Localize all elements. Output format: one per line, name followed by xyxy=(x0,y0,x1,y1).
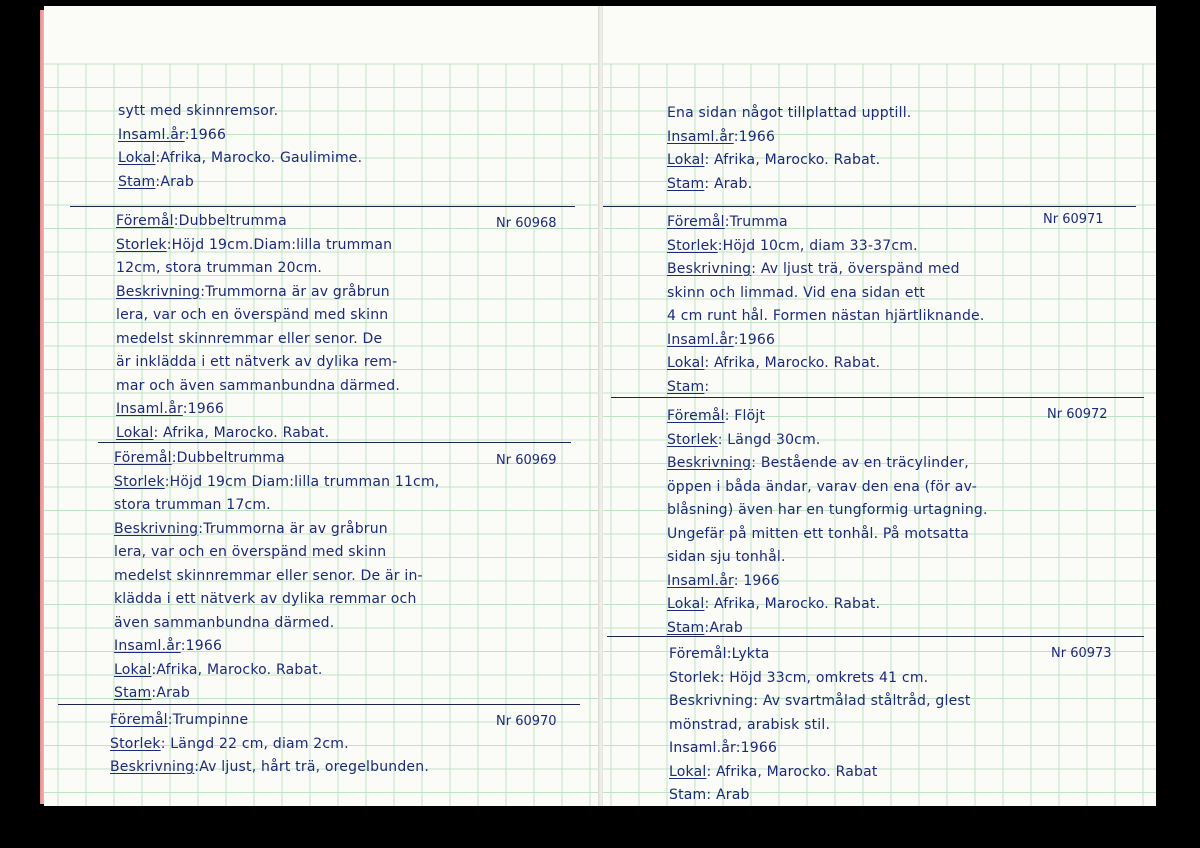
description-line: skinn och limmad. Vid ena sidan ett xyxy=(667,284,926,301)
foremal-value: : Flöjt xyxy=(724,408,766,424)
catalog-number: Nr 60968 xyxy=(496,216,557,231)
storlek-line xyxy=(667,235,985,259)
stam-label: Stam xyxy=(667,378,705,395)
insaml-line xyxy=(667,126,911,150)
storlek-value: :Höjd 19cm Diam:lilla trumman 11cm, xyxy=(164,473,440,490)
insaml-value: :1966 xyxy=(733,128,776,145)
foremal-line xyxy=(669,643,971,667)
stam-value: : Arab. xyxy=(704,175,753,192)
beskrivning-label: Beskrivning xyxy=(667,455,752,471)
storlek-label: Storlek xyxy=(667,431,718,448)
lokal-label: Lokal xyxy=(667,152,705,168)
left-page xyxy=(44,6,600,806)
entry-divider xyxy=(603,206,1136,207)
insaml-line xyxy=(667,329,985,353)
continuation-line: sytt med skinnremsor. xyxy=(118,103,279,119)
insaml-line xyxy=(669,737,971,761)
insaml-value: :1966 xyxy=(733,331,776,348)
beskrivning-label: Beskrivning xyxy=(116,283,201,300)
lokal-line xyxy=(667,352,985,376)
lokal-value: :Afrika, Marocko. Rabat. xyxy=(151,661,323,678)
catalog-number: Nr 60972 xyxy=(1047,407,1108,422)
lokal-line xyxy=(669,761,971,785)
entry-divider xyxy=(58,704,580,705)
storlek-value: :Höjd 10cm, diam 33-37cm. xyxy=(717,237,918,254)
entry-divider xyxy=(70,206,575,207)
storlek-continuation: stora trumman 17cm. xyxy=(114,497,271,513)
stam-line xyxy=(114,682,439,706)
beskrivning-value: :Av ljust, hårt trä, oregelbunden. xyxy=(194,759,429,775)
beskrivning-value: : Bestående av en träcylinder, xyxy=(751,455,969,471)
foremal-value: :Dubbeltrumma xyxy=(173,213,287,229)
insaml-label: Insaml.år xyxy=(667,128,734,145)
description-line: är inklädda i ett nätverk av dylika rem- xyxy=(116,354,398,370)
lokal-value: : Afrika, Marocko. Rabat xyxy=(706,763,878,780)
beskrivning-value: : Av ljust trä, överspänd med xyxy=(751,261,960,277)
stam-value: :Arab xyxy=(155,173,194,190)
lokal-value: : Afrika, Marocko. Rabat. xyxy=(704,355,881,371)
description-line: även sammanbundna därmed. xyxy=(114,614,335,631)
beskrivning-line xyxy=(667,258,985,282)
entry-divider xyxy=(611,397,1144,398)
insaml-value: :1966 xyxy=(184,126,227,143)
storlek-value: : Längd 30cm. xyxy=(717,431,821,448)
stam-value: : Arab xyxy=(706,787,750,803)
lokal-line xyxy=(118,147,362,171)
description-line: 4 cm runt hål. Formen nästan hjärtliknande. xyxy=(667,308,985,324)
insaml-value: :1966 xyxy=(182,401,225,417)
beskrivning-label: Beskrivning xyxy=(667,261,752,277)
beskrivning-label: Beskrivning xyxy=(110,759,195,775)
lokal-label: Lokal xyxy=(114,661,152,678)
foremal-label: Föremål xyxy=(114,450,172,466)
storlek-line xyxy=(116,234,400,258)
stam-line xyxy=(667,173,911,197)
catalog-entry xyxy=(110,709,429,780)
catalog-number: Nr 60970 xyxy=(496,714,557,729)
foremal-value: :Lykta xyxy=(726,646,770,662)
stam-line xyxy=(669,784,971,806)
storlek-continuation: 12cm, stora trumman 20cm. xyxy=(116,260,323,276)
lokal-label: Lokal xyxy=(116,424,154,441)
insaml-label: Insaml.år xyxy=(667,572,734,589)
continuation-block xyxy=(118,100,362,194)
insaml-label: Insaml.år xyxy=(116,401,183,417)
lokal-label: Lokal xyxy=(118,150,156,166)
lokal-line xyxy=(114,659,439,683)
stam-line xyxy=(667,376,985,400)
catalog-number: Nr 60973 xyxy=(1051,646,1112,661)
foremal-value: :Trumpinne xyxy=(167,712,249,728)
insaml-label: Insaml.år xyxy=(118,126,185,143)
catalog-entry xyxy=(114,447,439,706)
storlek-line xyxy=(110,733,429,757)
insaml-line xyxy=(667,570,988,594)
beskrivning-line xyxy=(114,518,439,542)
entry-divider xyxy=(98,442,571,443)
lokal-value: : Afrika, Marocko. Rabat. xyxy=(704,152,881,168)
lokal-value: : Afrika, Marocko. Rabat. xyxy=(704,596,881,612)
catalog-entry xyxy=(667,211,985,399)
foremal-line xyxy=(116,210,400,234)
foremal-line xyxy=(667,405,988,429)
beskrivning-value: :Trummorna är av gråbrun xyxy=(198,520,388,537)
lokal-line xyxy=(667,593,988,617)
foremal-line xyxy=(667,211,985,235)
continuation-line: Ena sidan något tillplattad upptill. xyxy=(667,105,912,121)
description-line: klädda i ett nätverk av dylika remmar och xyxy=(114,591,417,607)
stam-label: Stam xyxy=(669,787,707,803)
stam-value: :Arab xyxy=(704,619,743,636)
insaml-value: :1966 xyxy=(735,740,778,756)
insaml-label: Insaml.år xyxy=(667,331,734,348)
beskrivning-line xyxy=(116,281,400,305)
stam-label: Stam xyxy=(667,619,705,636)
storlek-value: : Höjd 33cm, omkrets 41 cm. xyxy=(719,669,929,686)
storlek-label: Storlek xyxy=(669,669,720,686)
stam-label: Stam xyxy=(114,685,152,701)
foremal-label: Föremål xyxy=(667,408,725,424)
catalog-number: Nr 60971 xyxy=(1043,212,1104,227)
description-line: sidan sju tonhål. xyxy=(667,549,786,565)
foremal-label: Föremål xyxy=(669,646,727,662)
lokal-value: :Afrika, Marocko. Gaulimime. xyxy=(155,150,363,166)
stam-label: Stam xyxy=(667,175,705,192)
foremal-value: :Trumma xyxy=(724,214,788,230)
lokal-line xyxy=(667,149,911,173)
storlek-label: Storlek xyxy=(667,237,718,254)
catalog-entry xyxy=(669,643,971,806)
storlek-value: :Höjd 19cm.Diam:lilla trumman xyxy=(166,236,393,253)
storlek-line xyxy=(114,471,439,495)
lokal-label: Lokal xyxy=(669,763,707,780)
insaml-label: Insaml.år xyxy=(114,638,181,654)
lokal-label: Lokal xyxy=(667,596,705,612)
description-line: lera, var och en överspänd med skinn xyxy=(116,307,389,323)
lokal-value: : Afrika, Marocko. Rabat. xyxy=(153,424,330,441)
insaml-line xyxy=(116,398,400,422)
storlek-label: Storlek xyxy=(116,236,167,253)
right-page xyxy=(603,6,1156,806)
description-line: Ungefär på mitten ett tonhål. På motsatta xyxy=(667,525,970,542)
foremal-label: Föremål xyxy=(667,214,725,230)
lokal-label: Lokal xyxy=(667,355,705,371)
foremal-label: Föremål xyxy=(116,213,174,229)
continuation-block xyxy=(667,102,911,196)
insaml-line xyxy=(114,635,439,659)
foremal-line xyxy=(110,709,429,733)
catalog-entry xyxy=(116,210,400,445)
storlek-value: : Längd 22 cm, diam 2cm. xyxy=(160,735,349,752)
storlek-line xyxy=(669,667,971,691)
insaml-label: Insaml.år xyxy=(669,740,736,756)
description-line: blåsning) även har en tungformig urtagning. xyxy=(667,502,988,518)
storlek-line xyxy=(667,429,988,453)
stam-value: : xyxy=(704,378,710,395)
entry-divider xyxy=(607,636,1144,637)
beskrivning-label: Beskrivning xyxy=(669,693,754,709)
description-line: mar och även sammanbundna därmed. xyxy=(116,377,400,394)
beskrivning-label: Beskrivning xyxy=(114,520,199,537)
storlek-label: Storlek xyxy=(114,473,165,490)
stam-value: :Arab xyxy=(151,685,190,701)
catalog-number: Nr 60969 xyxy=(496,453,557,468)
beskrivning-line xyxy=(667,452,988,476)
foremal-line xyxy=(114,447,439,471)
stam-line xyxy=(118,171,362,195)
beskrivning-line xyxy=(110,756,429,780)
insaml-value: :1966 xyxy=(180,638,223,654)
beskrivning-value: : Av svartmålad ståltråd, glest xyxy=(753,693,971,709)
description-line: lera, var och en överspänd med skinn xyxy=(114,544,387,560)
description-line: medelst skinnremmar eller senor. De är in- xyxy=(114,567,423,584)
description-line: medelst skinnremmar eller senor. De xyxy=(116,330,383,347)
description-line: öppen i båda ändar, varav den ena (för av- xyxy=(667,478,977,495)
insaml-line xyxy=(118,124,362,148)
stam-label: Stam xyxy=(118,173,156,190)
foremal-value: :Dubbeltrumma xyxy=(171,450,285,466)
beskrivning-value: :Trummorna är av gråbrun xyxy=(200,283,390,300)
beskrivning-line xyxy=(669,690,971,714)
description-line: mönstrad, arabisk stil. xyxy=(669,716,831,733)
insaml-value: : 1966 xyxy=(733,572,780,589)
storlek-label: Storlek xyxy=(110,735,161,752)
foremal-label: Föremål xyxy=(110,712,168,728)
catalog-entry xyxy=(667,405,988,640)
